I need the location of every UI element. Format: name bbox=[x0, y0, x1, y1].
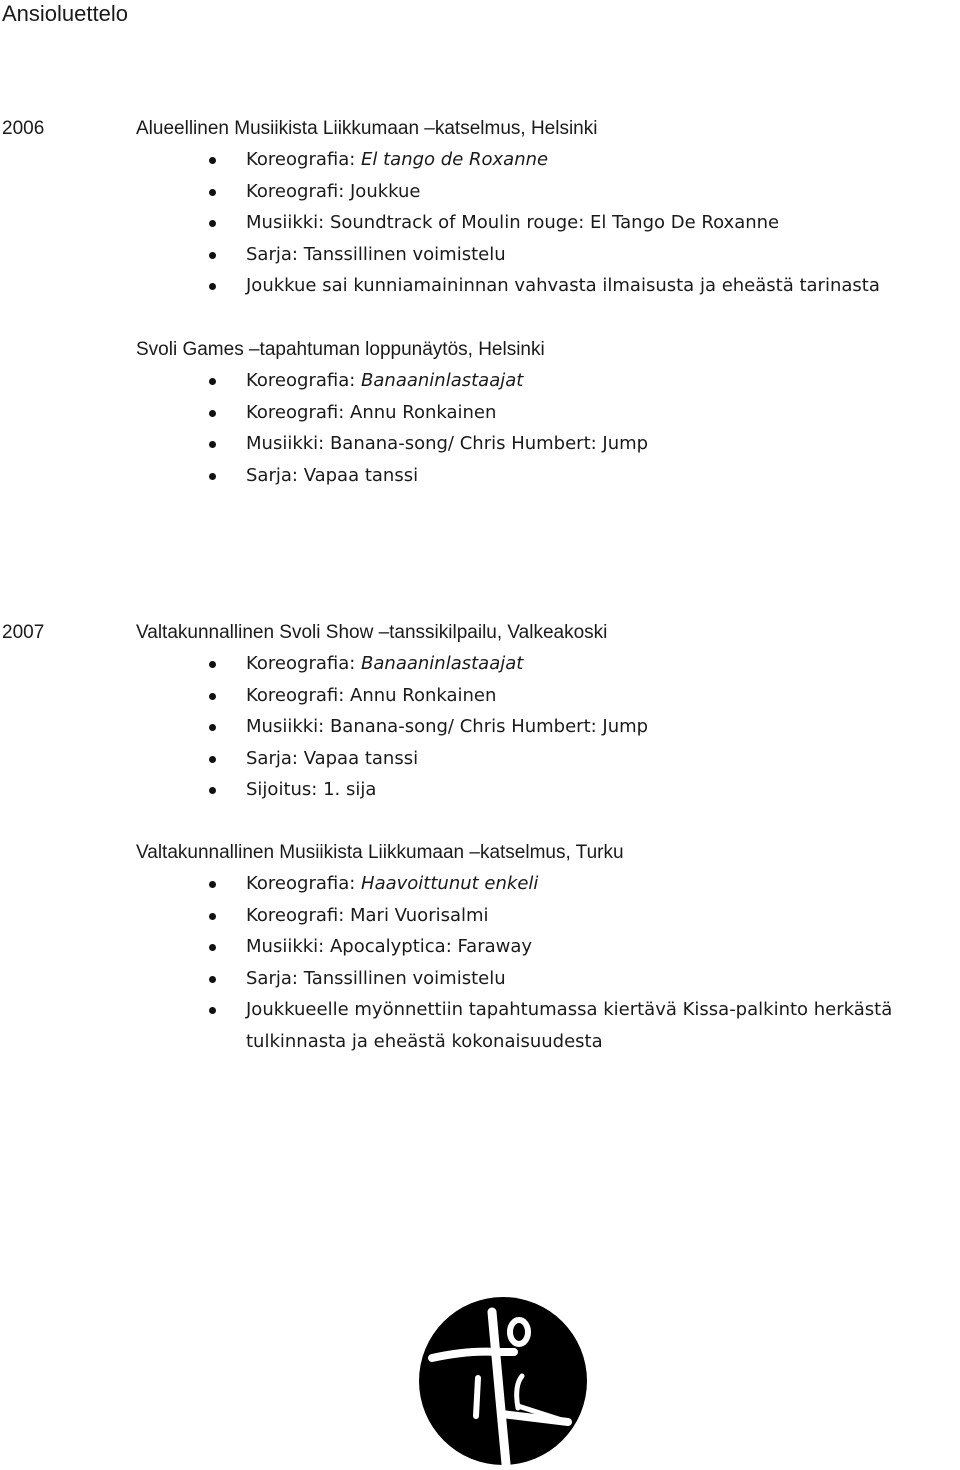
bullet-icon bbox=[209, 1007, 216, 1014]
bullet-icon bbox=[209, 661, 216, 668]
list-item: Joukkue sai kunniamaininnan vahvasta ilmaisusta ja eheästä tarinasta bbox=[0, 270, 880, 302]
year-label: 2006 bbox=[2, 118, 45, 139]
choreography-name: Haavoittunut enkeli bbox=[361, 873, 539, 894]
list-item: Koreografi: Mari Vuorisalmi bbox=[0, 900, 960, 932]
list-item: Joukkueelle myönnettiin tapahtumassa kiertävä Kissa-palkinto herkästä tulkinnasta ja eheästä kokonaisuudesta bbox=[0, 994, 960, 1057]
event-title: Valtakunnallinen Musiikista Liikkumaan –katselmus, Turku bbox=[136, 842, 624, 863]
bullet-icon bbox=[209, 220, 216, 227]
bullet-icon bbox=[209, 189, 216, 196]
bullet-icon bbox=[209, 756, 216, 763]
list-item: Koreografia: Banaaninlastaajat bbox=[0, 648, 648, 680]
event-details-list bbox=[0, 868, 960, 1057]
bullet-icon bbox=[209, 724, 216, 731]
list-item: Sijoitus: 1. sija bbox=[0, 774, 648, 806]
bullet-icon bbox=[209, 976, 216, 983]
list-item: Sarja: Tanssillinen voimistelu bbox=[0, 963, 960, 995]
event-details-list bbox=[0, 365, 648, 491]
bullet-icon bbox=[209, 693, 216, 700]
bullet-icon bbox=[209, 252, 216, 259]
list-item: Sarja: Tanssillinen voimistelu bbox=[0, 239, 880, 271]
list-item: Musiikki: Soundtrack of Moulin rouge: El Tango De Roxanne bbox=[0, 207, 880, 239]
bullet-icon bbox=[209, 283, 216, 290]
event-details-list bbox=[0, 648, 648, 806]
event-title: Valtakunnallinen Svoli Show –tanssikilpailu, Valkeakoski bbox=[136, 622, 608, 643]
choreography-name: Banaaninlastaajat bbox=[361, 653, 524, 674]
list-item: Koreografia: El tango de Roxanne bbox=[0, 144, 880, 176]
list-item: Koreografi: Joukkue bbox=[0, 176, 880, 208]
list-item: Musiikki: Banana-song/ Chris Humbert: Jump bbox=[0, 711, 648, 743]
list-item: Sarja: Vapaa tanssi bbox=[0, 460, 648, 492]
event-title: Svoli Games –tapahtuman loppunäytös, Helsinki bbox=[136, 339, 545, 360]
list-item: Musiikki: Apocalyptica: Faraway bbox=[0, 931, 960, 963]
choreography-name: Banaaninlastaajat bbox=[361, 370, 524, 391]
year-label: 2007 bbox=[2, 622, 45, 643]
bullet-icon bbox=[209, 787, 216, 794]
list-item: Koreografi: Annu Ronkainen bbox=[0, 397, 648, 429]
list-item: Sarja: Vapaa tanssi bbox=[0, 743, 648, 775]
bullet-icon bbox=[209, 944, 216, 951]
bullet-icon bbox=[209, 881, 216, 888]
event-title: Alueellinen Musiikista Liikkumaan –katselmus, Helsinki bbox=[136, 118, 598, 139]
bullet-icon bbox=[209, 441, 216, 448]
list-item: Koreografia: Banaaninlastaajat bbox=[0, 365, 648, 397]
dancer-logo-icon bbox=[418, 1296, 588, 1466]
list-item: Koreografia: Haavoittunut enkeli bbox=[0, 868, 960, 900]
bullet-icon bbox=[209, 157, 216, 164]
list-item: Koreografi: Annu Ronkainen bbox=[0, 680, 648, 712]
choreography-name: El tango de Roxanne bbox=[361, 149, 549, 170]
bullet-icon bbox=[209, 473, 216, 480]
event-details-list bbox=[0, 144, 880, 302]
bullet-icon bbox=[209, 378, 216, 385]
bullet-icon bbox=[209, 913, 216, 920]
list-item: Musiikki: Banana-song/ Chris Humbert: Jump bbox=[0, 428, 648, 460]
page-title: Ansioluettelo bbox=[2, 1, 128, 26]
bullet-icon bbox=[209, 410, 216, 417]
